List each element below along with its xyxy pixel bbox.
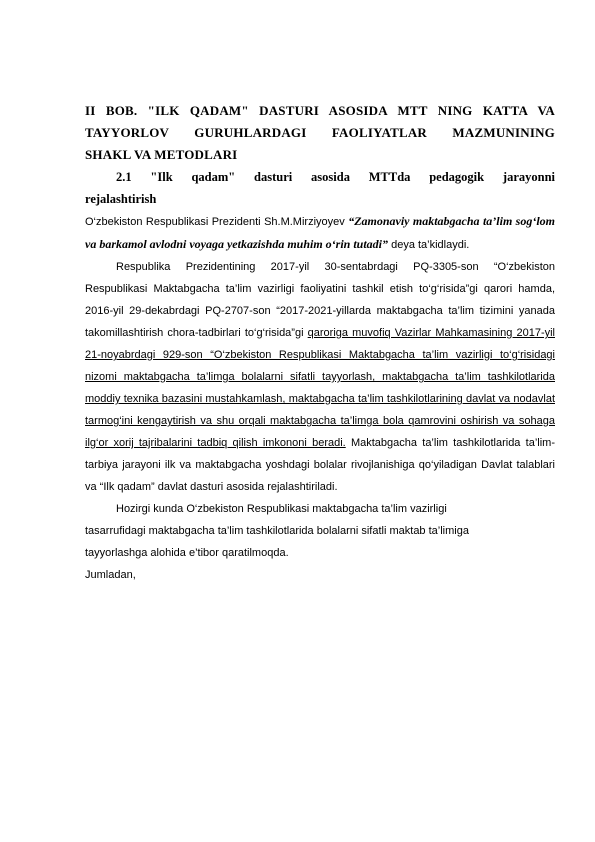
paragraph-current — [85, 498, 555, 564]
section-heading — [85, 166, 555, 210]
section-heading-line-2: rejalashtirish — [85, 192, 157, 206]
chapter-heading-line-3: SHAKL VA METODLARI — [85, 147, 238, 162]
president-quote: “Zamonaviy maktabgacha ta’lim sog‘lom va barkamol avlodni voyaga yetkazishda muhim o‘rin tutadi” — [85, 214, 555, 251]
section-heading-line-1: 2.1 "Ilk qadam" dasturi asosida MTTda pedagogik jarayonni — [116, 170, 555, 184]
paragraph-jumladan: Jumladan, — [85, 569, 136, 581]
chapter-heading — [85, 100, 555, 166]
paragraph-decrees-underlined: qaroriga muvofiq Vazirlar Mahkamasining 2017-yil 21-noyabrdagi 929-son “O‘zbekiston Respublikasi Maktabgacha ta’lim vazirligi to‘g‘risidagi nizomi maktabgacha ta’limga bolalarni sifatli tayyorlash, maktabgacha ta’lim tashkilotlarida moddiy texnika bazasini mustahkamlash, maktabgacha ta’lim tashkilotlarining davlat va nodavlat tarmog‘ini kengaytirish va shu orqali maktabgacha ta’limga bola qamrovini oshirish va sohaga ilg‘or xorij tajribalarini tadbiq qilish imkononi beradi. — [85, 327, 555, 449]
paragraph-decrees-end: Maktabgacha ta’lim tashkilotlarida ta’lim-tarbiya jarayoni ilk va maktabgacha yoshdagi bolalar rivojlanishiga qo‘yiladigan Davlat talablari va “Ilk qadam” davlat dasturi asosida rejalashtiriladi. — [85, 437, 555, 493]
chapter-heading-line-1: II BOB. "ILK QADAM" DASTURI ASOSIDA MTT NING KATTA VA — [85, 103, 555, 118]
paragraph-current-line-2: tasarrufidagi maktabgacha ta’lim tashkilotlarida bolalarni sifatli maktab ta’limiga — [85, 525, 469, 537]
paragraph-quote-end: deya ta’kidlaydi. — [388, 239, 470, 251]
paragraph-current-line-1: Hozirgi kunda O‘zbekiston Respublikasi maktabgacha ta’lim vazirligi — [116, 503, 447, 515]
page-content — [85, 100, 555, 586]
paragraph-current-line-3: tayyorlashga alohida e’tibor qaratilmoqda. — [85, 547, 289, 559]
paragraph-decrees-start: Respublika Prezidentining 2017-yil 30-sentabrdagi PQ-3305-son “O‘zbekiston Respublikasi Maktabgacha ta’lim vazirligi faoliyatini tashkil etish to‘g‘risida”gi qarori hamda, 2016-yil 29-dekabrdagi PQ-2707-son “2017-2021-yillarda maktabgacha ta’lim tizimini yanada takomillashtirish chora-tadbirlari to‘g‘risida”gi — [85, 261, 555, 339]
paragraph-decrees — [85, 256, 555, 498]
paragraph-quote — [85, 210, 555, 256]
chapter-heading-line-2: TAYYORLOV GURUHLARDAGI FAOLIYATLAR MAZMUNINING — [85, 125, 555, 140]
paragraph-quote-intro: O‘zbekiston Respublikasi Prezidenti Sh.M.Mirziyoyev — [85, 216, 349, 228]
